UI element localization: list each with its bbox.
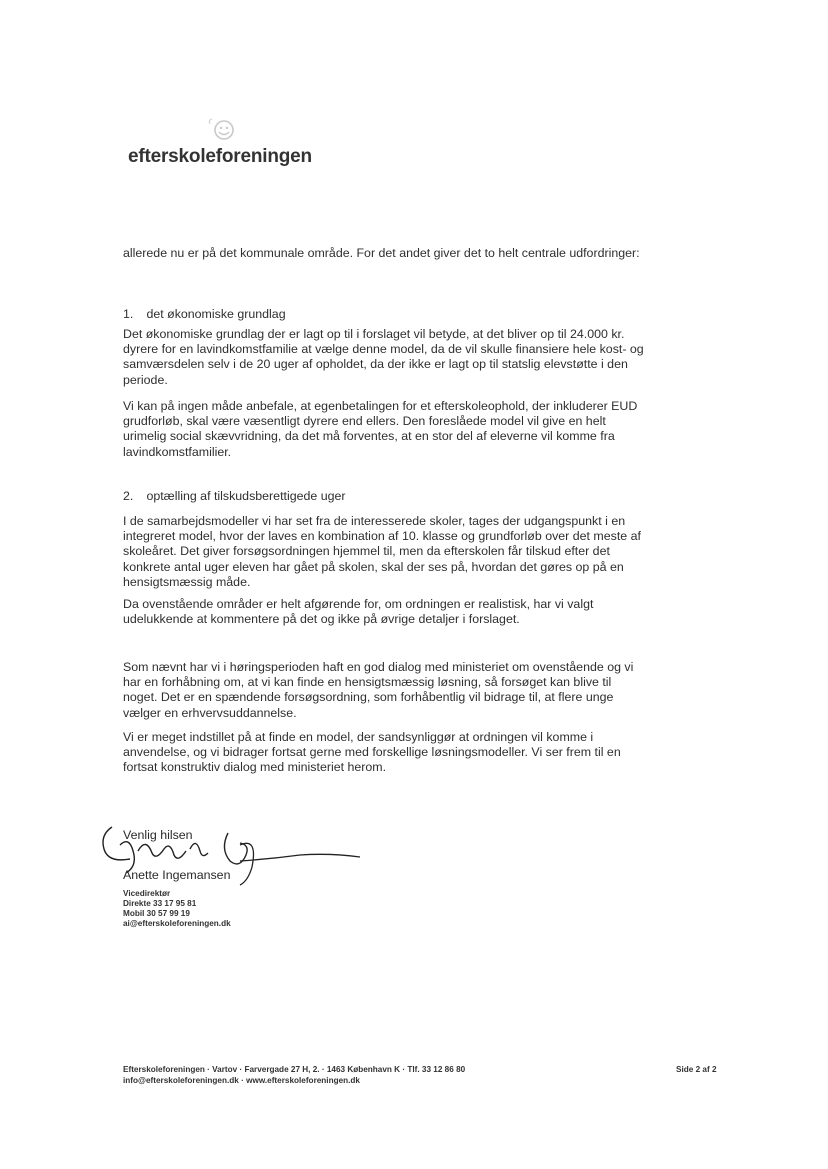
section-2-paragraph-1: I de samarbejdsmodeller vi har set fra de interesserede skoler, tages der udgangspunkt i en integreret model, hvor der laves en kombination af 10. klasse og grundforløb over det meste af skoleåret. Det giver forsøgsordningen hjemmel til, men da efterskolen får tilskud efter det konkrete antal uger eleven har gået på skolen, skal der ses på, hvordan det gøres op på en hensigtsmæssig måde. bbox=[123, 514, 641, 589]
direct-phone: Direkte 33 17 95 81 bbox=[123, 899, 197, 908]
section-2-paragraph-2: Da ovenstående områder er helt afgørende for, om ordningen er realistisk, har vi valgt udelukkende at kommentere på det og ikke på øvrige detaljer i forslaget. bbox=[123, 597, 594, 627]
page-number: Side 2 af 2 bbox=[676, 1065, 717, 1074]
contact-block bbox=[123, 889, 231, 929]
closing-paragraph-2: Vi er meget indstillet på at finde en model, der sandsynliggør at ordningen vil komme i anvendelse, og vi bidrager fortsat gerne med forskellige løsningsmodeller. Vi ser frem til en fortsat konstruktiv dialog med ministeriet herom. bbox=[123, 730, 621, 775]
section-2-number: 2. bbox=[123, 489, 134, 503]
email-link[interactable]: ai@efterskoleforeningen.dk bbox=[123, 919, 231, 928]
logo-text: efterskoleforeningen bbox=[128, 146, 312, 167]
footer-address: Efterskoleforeningen · Vartov · Farvergade 27 H, 2. · 1463 København K · Tlf. 33 12 86 80 bbox=[123, 1065, 466, 1074]
handwritten-signature bbox=[90, 815, 390, 895]
intro-paragraph: allerede nu er på det kommunale område. For det andet giver det to helt centrale udfordringer: bbox=[123, 246, 640, 260]
footer-web[interactable]: info@efterskoleforeningen.dk · www.efterskoleforeningen.dk bbox=[123, 1076, 360, 1085]
section-1-title: det økonomiske grundlag bbox=[146, 307, 286, 321]
smiley-face-icon bbox=[202, 118, 242, 146]
footer bbox=[123, 1064, 465, 1086]
section-1-heading bbox=[123, 307, 286, 322]
closing-paragraph-1: Som nævnt har vi i høringsperioden haft en god dialog med ministeriet om ovenstående og vi har en forhåbning om, at vi kan finde en hensigtsmæssig løsning, så forsøget kan blive til noget. Det er en spændende forsøgsordning, som forhåbentlig vil bidrage til, at flere unge vælger en erhvervsuddannelse. bbox=[123, 660, 634, 720]
section-2-title: optælling af tilskudsberettigede uger bbox=[146, 489, 346, 503]
signature-name: Anette Ingemansen bbox=[123, 868, 231, 882]
section-2-heading bbox=[123, 489, 346, 504]
section-1-paragraph-2: Vi kan på ingen måde anbefale, at egenbetalingen for et efterskoleophold, der inkluderer EUD grudforløb, skal være væsentligt dyrere end ellers. Den foreslåede model vil give en helt urimelig social skævvridning, da det må forventes, at en stor del af eleverne vil komme fra lavindkomstfamilier. bbox=[123, 399, 638, 459]
section-1-number: 1. bbox=[123, 307, 134, 321]
signatory-title: Vicedirektør bbox=[123, 889, 171, 898]
signature-greeting: Venlig hilsen bbox=[123, 828, 193, 842]
section-1-paragraph-1: Det økonomiske grundlag der er lagt op til i forslaget vil betyde, at det bliver op til 24.000 kr. dyrere for en lavindkomstfamilie at vælge denne model, da de vil skulle finansiere hele kost- og samværsdelen selv i de 20 uger af opholdet, da der ikke er lagt op til statslig elevstøtte i den periode. bbox=[123, 327, 644, 387]
mobile-phone: Mobil 30 57 99 19 bbox=[123, 909, 190, 918]
